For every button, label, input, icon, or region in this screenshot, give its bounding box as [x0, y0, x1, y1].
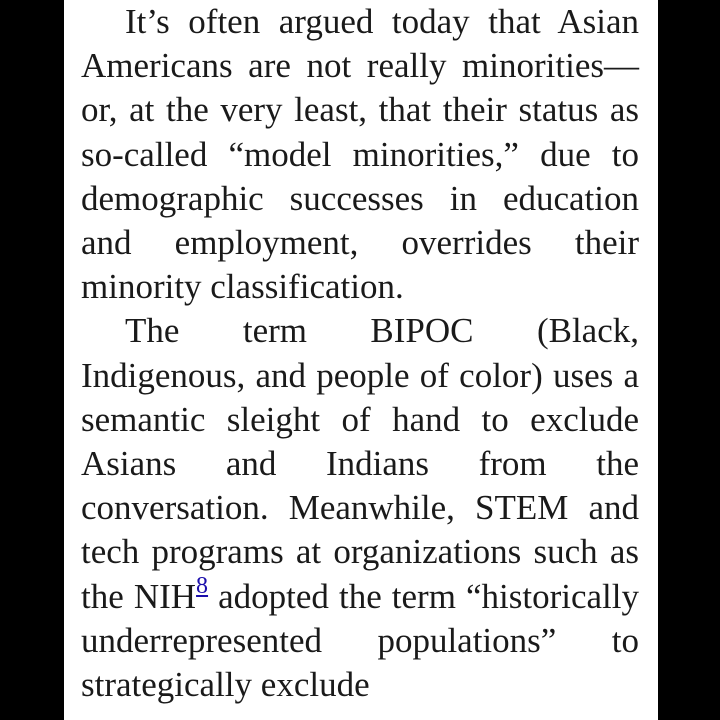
reader-page [64, 0, 658, 720]
paragraph-1 [81, 0, 639, 309]
paragraph-2-text-before-footnote: The term BIPOC (Black, Indigenous, and people of color) uses a semantic sleight of hand to exclude Asians and Indians from the conversation. Meanwhile, STEM and tech programs at organizations such as the NIH [81, 311, 639, 616]
paragraph-2 [81, 309, 639, 707]
footnote-link-8[interactable]: 8 [196, 572, 209, 599]
paragraph-2-text-after-footnote: adopted the term “historically underrepresented populations” to strategically exclude [81, 576, 640, 705]
body-text [81, 0, 639, 707]
paragraph-1-text: It’s often argued today that Asian Americans are not really minorities—or, at the very least, that their status as so-called “model minorities,” due to demographic successes in education and employment, overrides their minority classification. [81, 2, 639, 307]
